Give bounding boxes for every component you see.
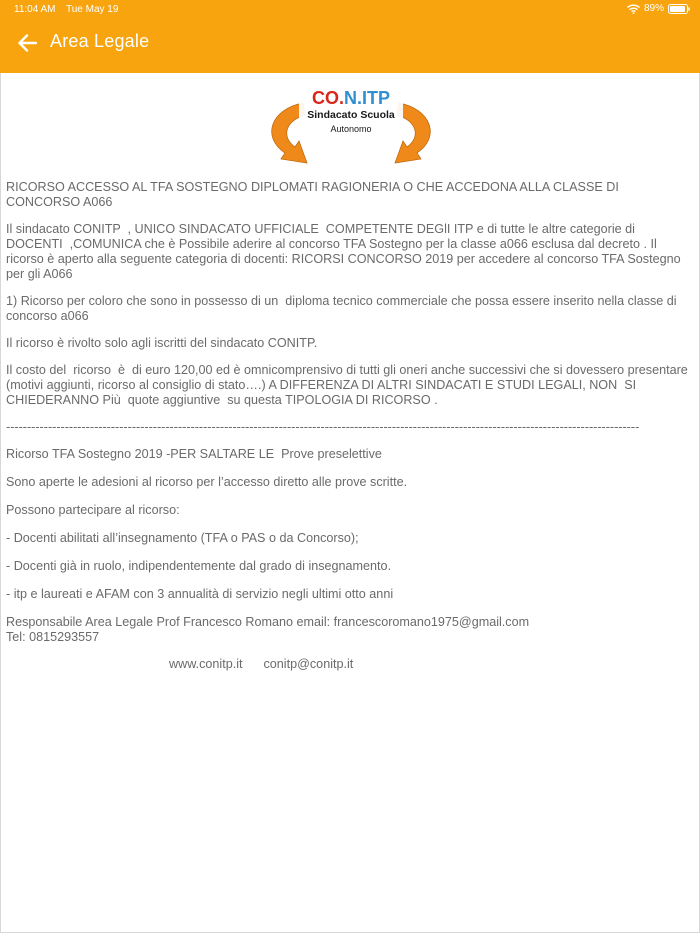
list-item: - Docenti già in ruolo, indipendentemente dal grado di insegnamento. — [6, 559, 392, 573]
wifi-icon — [627, 4, 640, 14]
website-link[interactable]: www.conitp.it — [169, 657, 243, 671]
back-button[interactable] — [14, 30, 40, 56]
contact-info: Responsabile Area Legale Prof Francesco Romano email: francescoromano1975@gmail.com Tel: 0815293557 — [6, 615, 530, 644]
article-paragraph: Sono aperte le adesioni al ricorso per l’accesso diretto alle prove scritte. — [6, 475, 408, 489]
status-time: 11:04 AM — [14, 4, 56, 15]
contact-links — [6, 657, 692, 672]
article-paragraph: Il sindacato CONITP , UNICO SINDACATO UFFICIALE COMPETENTE DEGlI ITP e di tutte le altre categorie di DOCENTI ,COMUNICA che è Possibile aderire al concorso TFA Sostegno per la classe a066 esclusa dal decreto . Il ricorso è aperto alla seguente categoria di docenti: RICORSI CONCORSO 2019 per accedere al concorso TFA Sostegno per gli A066 — [6, 222, 685, 281]
article-paragraph: 1) Ricorso per coloro che sono in possesso di un diploma tecnico commerciale che possa essere inserito nella classe di concorso a066 — [6, 294, 681, 323]
article-paragraph: Ricorso TFA Sostegno 2019 -PER SALTARE LE Prove preselettive — [6, 447, 382, 461]
logo-text-co: CO. — [311, 88, 344, 108]
app-header — [0, 0, 700, 73]
status-indicators — [627, 3, 690, 14]
logo-text-autonomo: Autonomo — [330, 124, 372, 134]
logo-text-sindacato: Sindacato Scuola — [307, 109, 395, 121]
email-link[interactable]: conitp@conitp.it — [263, 657, 354, 671]
conitp-logo — [263, 83, 439, 171]
svg-text:CO.N.ITP — [312, 88, 390, 108]
logo-text-itp: ITP — [362, 88, 391, 108]
article-paragraph: Il costo del ricorso è di euro 120,00 ed è omnicomprensivo di tutti gli oneri anche successivi che si dovessero presentare (motivi aggiunti, ricorso al consiglio di stato….) A DIFFERENZA DI ALTRI SINDACATI E STUDI LEGALI, NON SI CHIEDERANNO Più quote aggiuntive su questa TIPOLOGIA DI RICORSO . — [6, 363, 692, 407]
status-bar — [0, 0, 700, 20]
article-paragraph: Possono partecipare al ricorso: — [6, 503, 180, 517]
page-title: Area Legale — [50, 31, 150, 51]
list-item: - itp e laureati e AFAM con 3 annualità di servizio negli ultimi otto anni — [6, 587, 394, 601]
logo-text-n: N. — [344, 88, 362, 108]
arrow-left-icon — [17, 34, 37, 52]
battery-percent: 89% — [643, 3, 664, 14]
dashed-separator: ------------------------------------------------------------------------------------------------------------------------------------------------------- — [6, 420, 640, 434]
status-date: Tue May 19 — [66, 4, 119, 15]
list-item: - Docenti abilitati all’insegnamento (TFA o PAS o da Concorso); — [6, 531, 359, 545]
content-area[interactable] — [0, 73, 700, 933]
article-body — [6, 180, 692, 684]
article-heading: RICORSO ACCESSO AL TFA SOSTEGNO DIPLOMATI RAGIONERIA O CHE ACCEDONA ALLA CLASSE DI CONCORSO A066 — [6, 180, 623, 209]
article-paragraph: Il ricorso è rivolto solo agli iscritti del sindacato CONITP. — [6, 336, 318, 350]
nav-bar — [0, 24, 700, 62]
battery-icon — [668, 4, 690, 14]
